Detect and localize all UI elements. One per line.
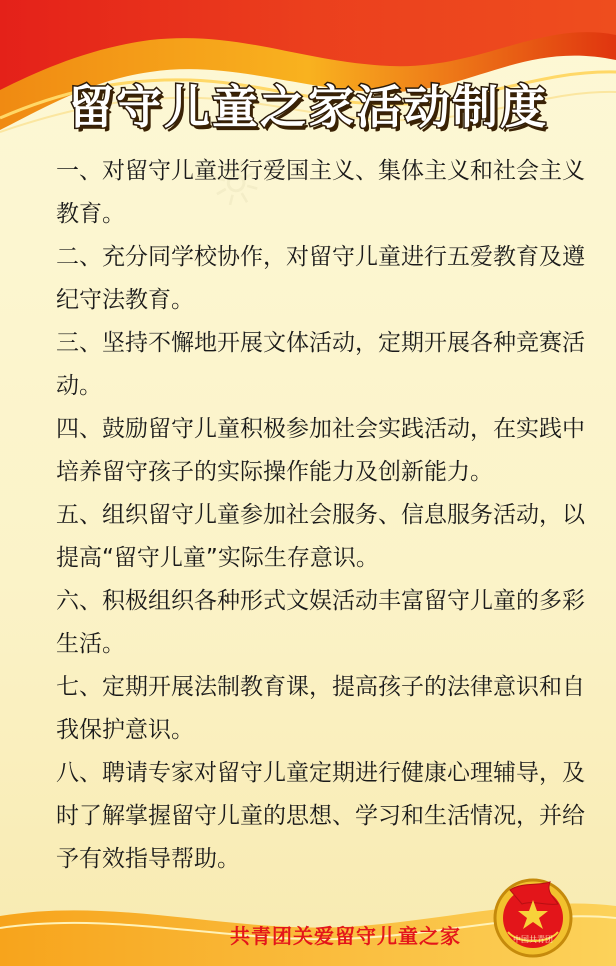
rule-item-8: 八、聘请专家对留守儿童定期进行健康心理辅导，及时了解掌握留守儿童的思想、学习和生活情况，并给予有效指导帮助。 xyxy=(56,760,585,872)
rule-item-1: 一、对留守儿童进行爱国主义、集体主义和社会主义教育。 xyxy=(56,158,585,227)
rule-item-7: 七、定期开展法制教育课，提高孩子的法律意识和自我保护意识。 xyxy=(56,674,585,743)
rule-item-2: 二、充分同学校协作，对留守儿童进行五爱教育及遵纪守法教育。 xyxy=(56,244,585,313)
page-title: 留守儿童之家活动制度 xyxy=(68,79,548,134)
rule-item-5: 五、组织留守儿童参加社会服务、信息服务活动，以提高“留守儿童”实际生存意识。 xyxy=(56,502,585,571)
watermark: ☼ xyxy=(196,141,278,229)
rule-item-3: 三、坚持不懈地开展文体活动，定期开展各种竞赛活动。 xyxy=(56,330,585,399)
rules-list xyxy=(56,150,596,881)
rule-item-6: 六、积极组织各种形式文娱活动丰富留守儿童的多彩生活。 xyxy=(56,588,585,657)
rule-item-4: 四、鼓励留守儿童积极参加社会实践活动，在实践中培养留守孩子的实际操作能力及创新能力。 xyxy=(56,416,585,485)
youth-league-emblem-icon xyxy=(488,870,578,960)
footer-organization: 共青团关爱留守儿童之家 xyxy=(230,924,461,948)
emblem-inscription: 中国共青团 xyxy=(513,935,553,944)
